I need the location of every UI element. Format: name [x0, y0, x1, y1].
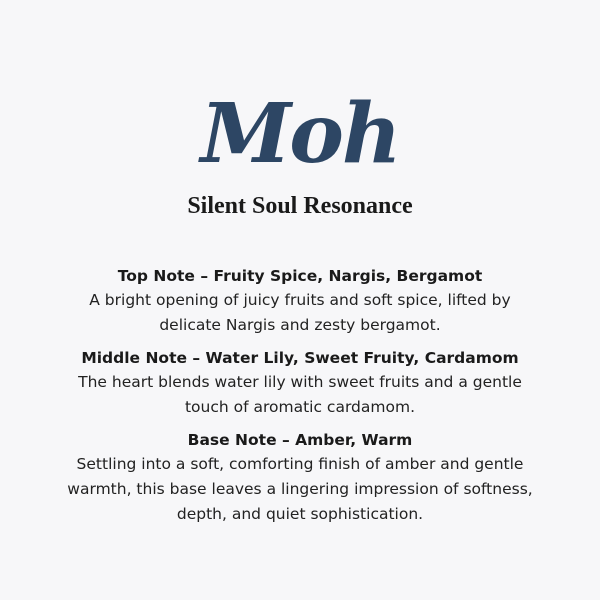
- middle-note: [40, 346, 560, 420]
- base-note: [40, 428, 560, 527]
- brand-tagline: Silent Soul Resonance: [187, 193, 413, 219]
- base-note-title: Base Note – Amber, Warm: [187, 431, 413, 449]
- top-note-description: A bright opening of juicy fruits and soft spice, lifted by delicate Nargis and zesty bergamot.: [89, 291, 511, 334]
- brand-title: Moh: [200, 86, 400, 182]
- top-note-title: Top Note – Fruity Spice, Nargis, Bergamot: [117, 267, 483, 285]
- top-note: [40, 264, 560, 338]
- middle-note-description: The heart blends water lily with sweet fruits and a gentle touch of aromatic cardamom.: [78, 373, 522, 416]
- middle-note-title: Middle Note – Water Lily, Sweet Fruity, Cardamom: [81, 349, 519, 367]
- notes-list: [40, 264, 560, 535]
- base-note-description: Settling into a soft, comforting finish of amber and gentle warmth, this base leaves a lingering impression of softness, depth, and quiet sophistication.: [67, 455, 533, 523]
